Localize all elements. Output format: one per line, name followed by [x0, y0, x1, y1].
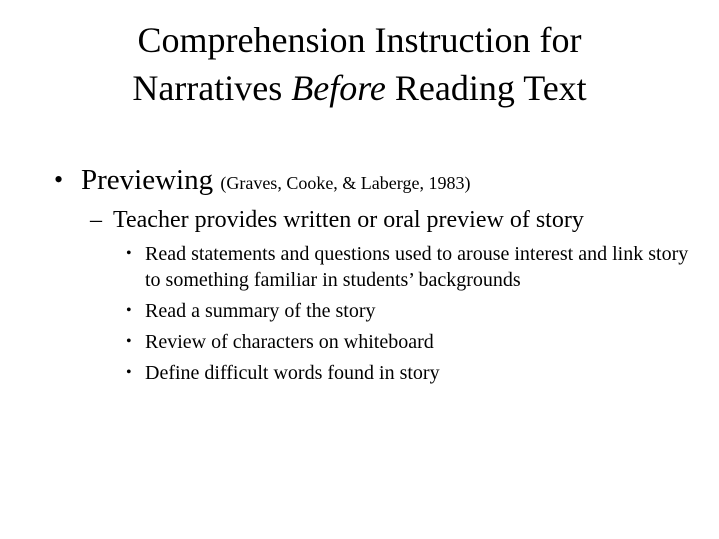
sub-sub-bullet-list: [126, 241, 706, 391]
list-item-text: Read statements and questions used to arouse interest and link story to something familiar in students’ backgrounds: [145, 243, 689, 291]
sub-bullet-text: Teacher provides written or oral preview of story: [113, 207, 584, 233]
list-item-marker: •: [126, 364, 132, 381]
title-line-1: Comprehension Instruction for: [137, 20, 582, 60]
citation: (Graves, Cooke, & Laberge, 1983): [220, 173, 471, 193]
title-line-2-end: Reading Text: [385, 68, 587, 108]
title-emphasis: Before: [291, 68, 386, 108]
list-item-text: Review of characters on whiteboard: [145, 331, 434, 353]
bullet-text: [81, 162, 470, 201]
list-item: [126, 298, 706, 324]
list-item: [126, 241, 706, 293]
title-line-2: [0, 64, 719, 112]
list-item-marker: •: [126, 245, 132, 262]
list-item-text: Read a summary of the story: [145, 300, 376, 322]
list-item-text: Define difficult words found in story: [145, 362, 440, 384]
dash-marker: –: [90, 207, 102, 233]
list-item-marker: •: [126, 302, 132, 319]
list-item: [126, 360, 706, 386]
title-line-2-start: Narratives: [132, 68, 292, 108]
bullet-label: Previewing: [81, 164, 214, 196]
list-item-marker: •: [126, 333, 132, 350]
list-item: [126, 329, 706, 355]
bullet-marker: •: [54, 165, 64, 194]
slide-title: [0, 16, 719, 112]
